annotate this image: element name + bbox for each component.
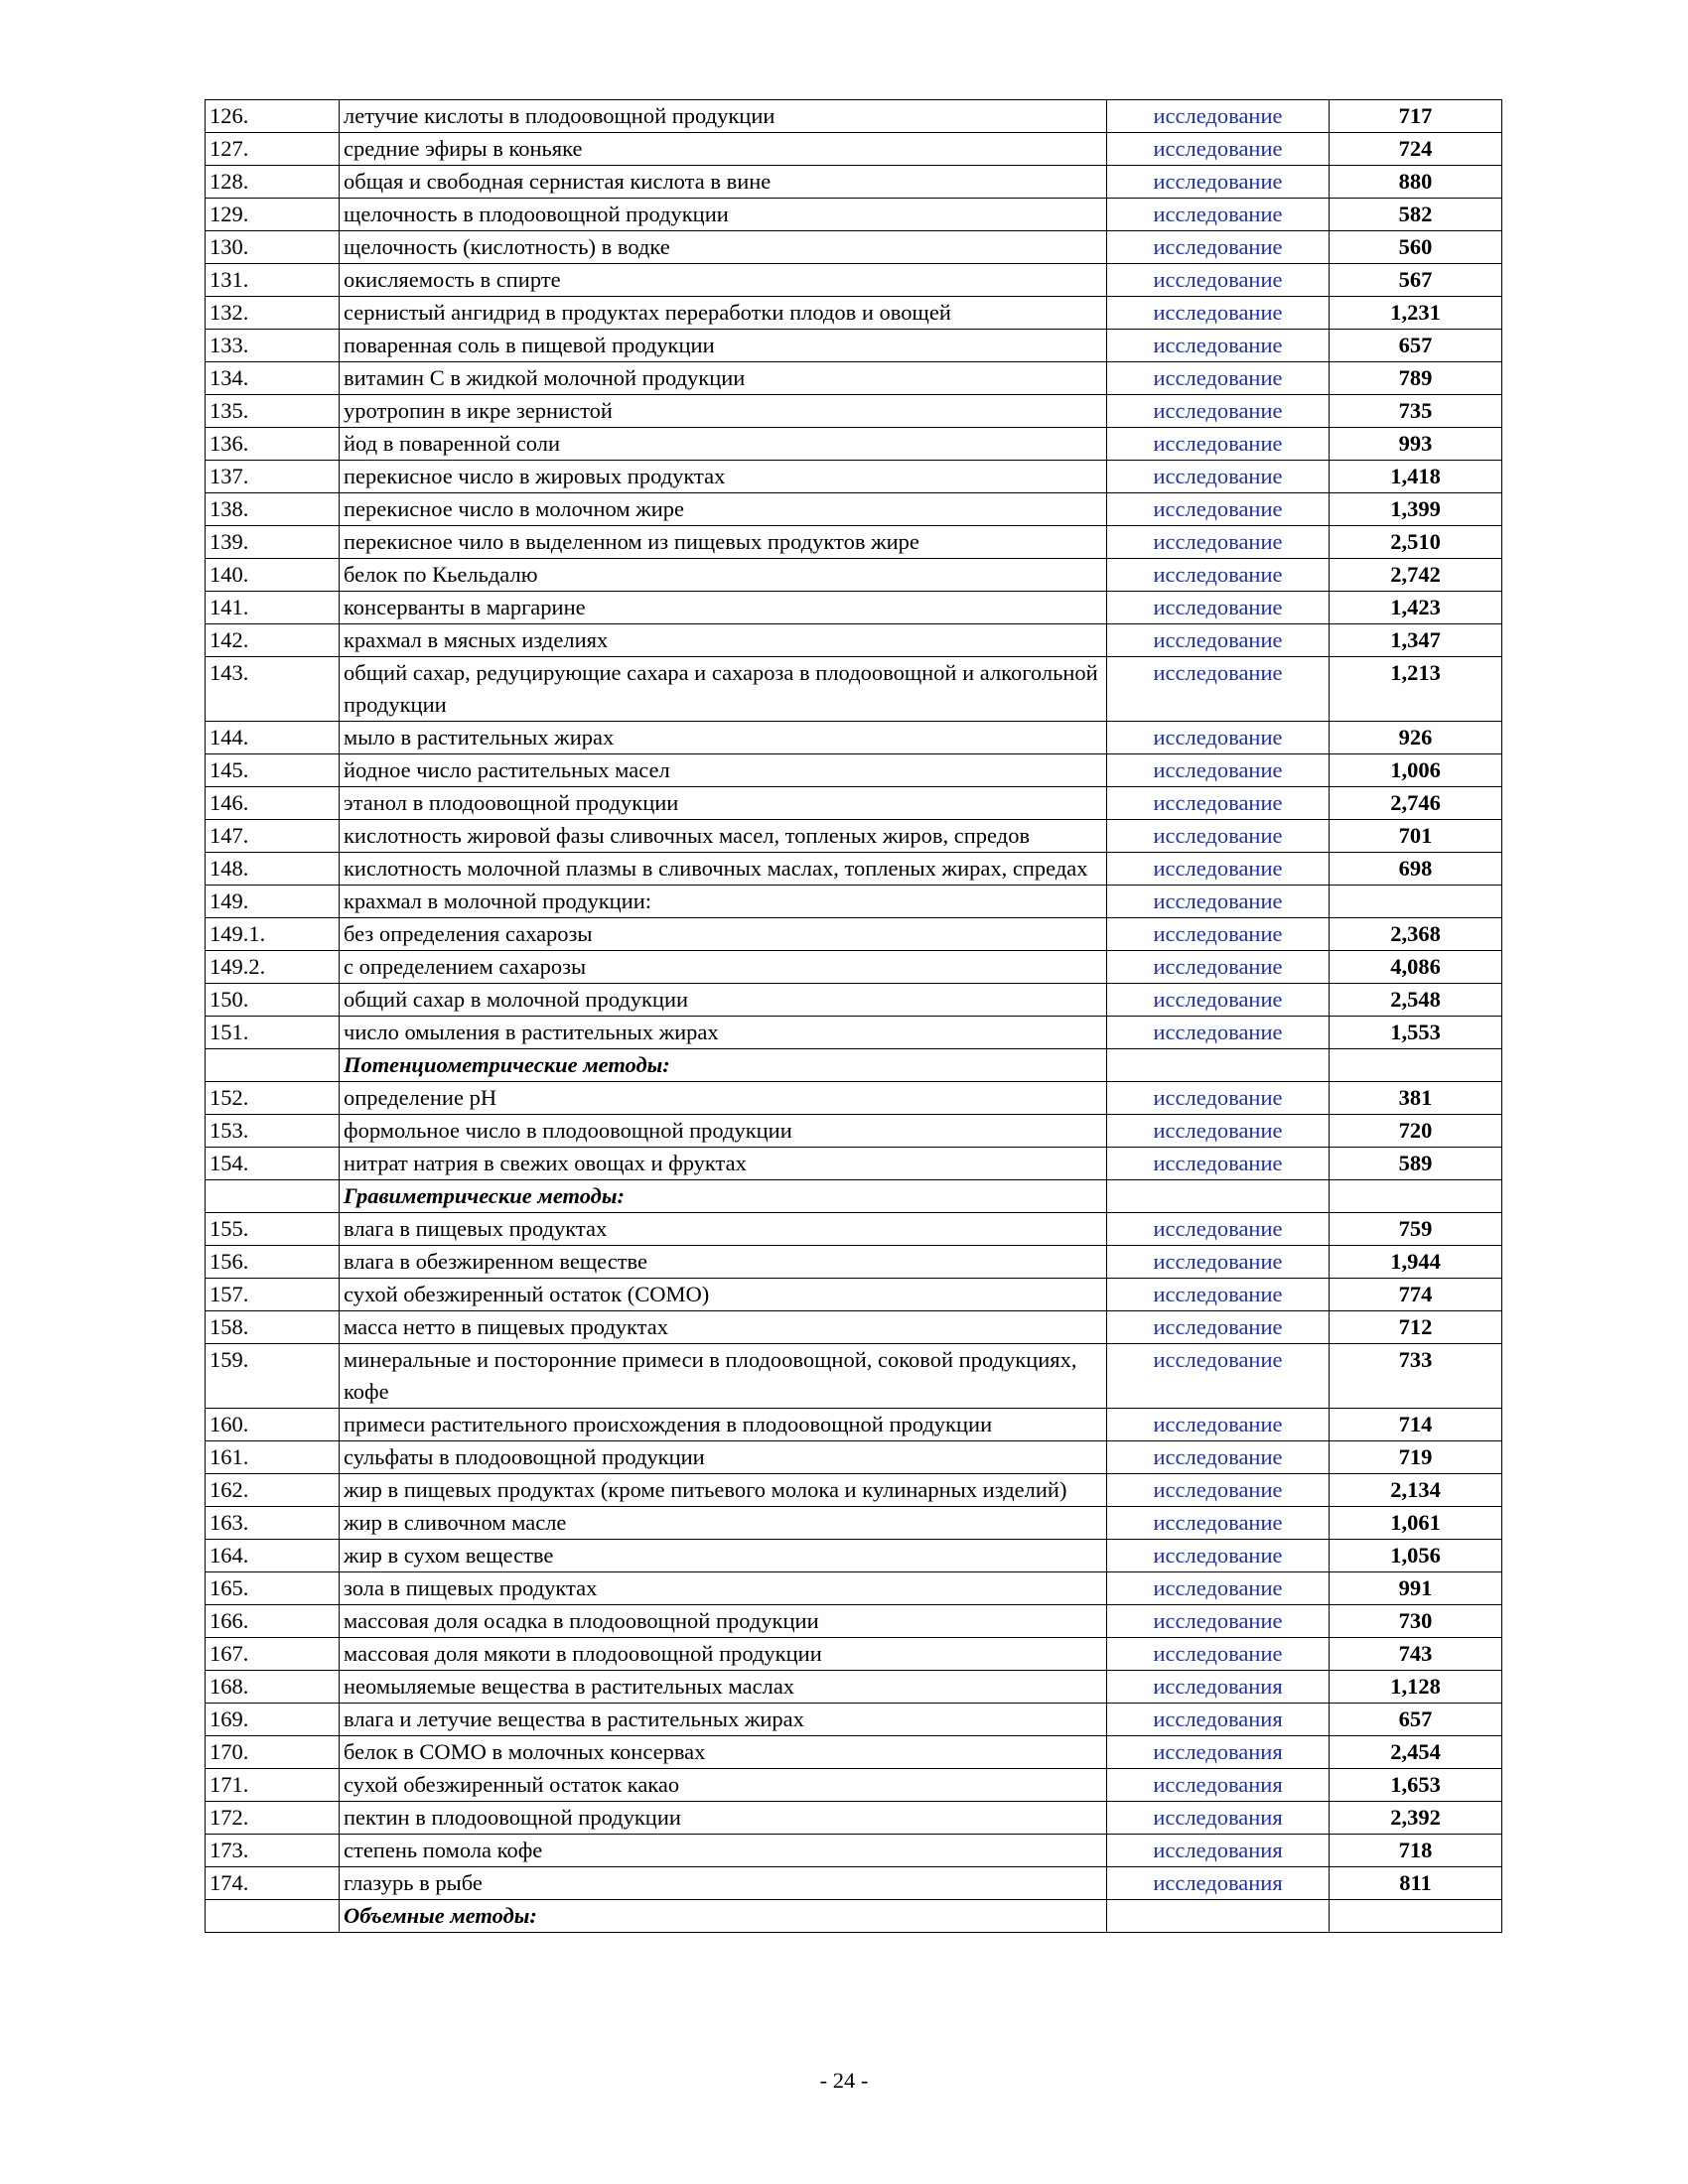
table-row bbox=[206, 461, 1502, 493]
service-name: жир в сливочном масле bbox=[340, 1507, 1107, 1540]
service-name: формольное число в плодоовощной продукции bbox=[340, 1115, 1107, 1148]
table-row bbox=[206, 657, 1502, 722]
unit-label: исследование bbox=[1107, 820, 1330, 853]
service-name: массовая доля мякоти в плодоовощной продукции bbox=[340, 1638, 1107, 1671]
table-row bbox=[206, 1082, 1502, 1115]
row-number: 143. bbox=[206, 657, 340, 722]
table-row bbox=[206, 133, 1502, 166]
service-name: общая и свободная сернистая кислота в вине bbox=[340, 166, 1107, 199]
service-name: жир в сухом веществе bbox=[340, 1540, 1107, 1572]
price-value: 2,134 bbox=[1330, 1474, 1502, 1507]
service-name: крахмал в молочной продукции: bbox=[340, 886, 1107, 918]
row-number bbox=[206, 1049, 340, 1082]
table-row bbox=[206, 297, 1502, 330]
price-value: 2,548 bbox=[1330, 984, 1502, 1017]
table-row bbox=[206, 1507, 1502, 1540]
price-value: 698 bbox=[1330, 853, 1502, 886]
row-number: 170. bbox=[206, 1736, 340, 1769]
unit-label bbox=[1107, 1900, 1330, 1933]
service-name: белок в СОМО в молочных консервах bbox=[340, 1736, 1107, 1769]
service-name: глазурь в рыбе bbox=[340, 1867, 1107, 1900]
price-value: 1,418 bbox=[1330, 461, 1502, 493]
row-number: 128. bbox=[206, 166, 340, 199]
price-value: 789 bbox=[1330, 362, 1502, 395]
unit-label: исследование bbox=[1107, 592, 1330, 624]
table-row bbox=[206, 1704, 1502, 1736]
service-name: зола в пищевых продуктах bbox=[340, 1572, 1107, 1605]
row-number: 160. bbox=[206, 1409, 340, 1441]
table-row bbox=[206, 199, 1502, 231]
unit-label: исследование bbox=[1107, 1246, 1330, 1279]
price-value: 724 bbox=[1330, 133, 1502, 166]
table-row bbox=[206, 1213, 1502, 1246]
unit-label: исследование bbox=[1107, 787, 1330, 820]
row-number: 149.2. bbox=[206, 951, 340, 984]
service-name: без определения сахарозы bbox=[340, 918, 1107, 951]
table-row bbox=[206, 820, 1502, 853]
table-row bbox=[206, 1802, 1502, 1835]
section-header-row bbox=[206, 1049, 1502, 1082]
price-value: 2,392 bbox=[1330, 1802, 1502, 1835]
unit-label: исследование bbox=[1107, 1638, 1330, 1671]
price-value: 1,056 bbox=[1330, 1540, 1502, 1572]
service-name: число омыления в растительных жирах bbox=[340, 1017, 1107, 1049]
price-value: 1,423 bbox=[1330, 592, 1502, 624]
price-value: 1,128 bbox=[1330, 1671, 1502, 1704]
row-number: 167. bbox=[206, 1638, 340, 1671]
unit-label: исследование bbox=[1107, 231, 1330, 264]
service-name: массовая доля осадка в плодоовощной продукции bbox=[340, 1605, 1107, 1638]
unit-label: исследование bbox=[1107, 395, 1330, 428]
service-name: витамин С в жидкой молочной продукции bbox=[340, 362, 1107, 395]
row-number: 172. bbox=[206, 1802, 340, 1835]
table-row bbox=[206, 918, 1502, 951]
service-name: общий сахар в молочной продукции bbox=[340, 984, 1107, 1017]
price-value: 657 bbox=[1330, 1704, 1502, 1736]
row-number: 140. bbox=[206, 559, 340, 592]
unit-label: исследование bbox=[1107, 1540, 1330, 1572]
table-row bbox=[206, 787, 1502, 820]
unit-label: исследования bbox=[1107, 1867, 1330, 1900]
row-number: 155. bbox=[206, 1213, 340, 1246]
unit-label: исследование bbox=[1107, 754, 1330, 787]
table-row bbox=[206, 1671, 1502, 1704]
service-name: жир в пищевых продуктах (кроме питьевого молока и кулинарных изделий) bbox=[340, 1474, 1107, 1507]
row-number: 147. bbox=[206, 820, 340, 853]
service-name: пектин в плодоовощной продукции bbox=[340, 1802, 1107, 1835]
price-value: 991 bbox=[1330, 1572, 1502, 1605]
price-value bbox=[1330, 1900, 1502, 1933]
table-row bbox=[206, 1409, 1502, 1441]
price-value: 720 bbox=[1330, 1115, 1502, 1148]
unit-label: исследование bbox=[1107, 722, 1330, 754]
table-row bbox=[206, 1605, 1502, 1638]
unit-label: исследование bbox=[1107, 1605, 1330, 1638]
unit-label: исследование bbox=[1107, 984, 1330, 1017]
service-name: сульфаты в плодоовощной продукции bbox=[340, 1441, 1107, 1474]
service-name: нитрат натрия в свежих овощах и фруктах bbox=[340, 1148, 1107, 1180]
service-name: йод в поваренной соли bbox=[340, 428, 1107, 461]
unit-label: исследование bbox=[1107, 1279, 1330, 1311]
service-name: щелочность (кислотность) в водке bbox=[340, 231, 1107, 264]
price-value: 1,061 bbox=[1330, 1507, 1502, 1540]
unit-label: исследование bbox=[1107, 264, 1330, 297]
price-value: 1,653 bbox=[1330, 1769, 1502, 1802]
unit-label: исследования bbox=[1107, 1769, 1330, 1802]
section-header-row bbox=[206, 1900, 1502, 1933]
price-value bbox=[1330, 1049, 1502, 1082]
unit-label: исследование bbox=[1107, 624, 1330, 657]
row-number: 132. bbox=[206, 297, 340, 330]
price-value: 1,231 bbox=[1330, 297, 1502, 330]
row-number: 148. bbox=[206, 853, 340, 886]
table-row bbox=[206, 526, 1502, 559]
price-value: 719 bbox=[1330, 1441, 1502, 1474]
table-row bbox=[206, 886, 1502, 918]
price-value: 657 bbox=[1330, 330, 1502, 362]
unit-label: исследование bbox=[1107, 1507, 1330, 1540]
price-value: 774 bbox=[1330, 1279, 1502, 1311]
row-number: 173. bbox=[206, 1835, 340, 1867]
row-number: 145. bbox=[206, 754, 340, 787]
price-value: 2,746 bbox=[1330, 787, 1502, 820]
row-number: 174. bbox=[206, 1867, 340, 1900]
service-name: крахмал в мясных изделиях bbox=[340, 624, 1107, 657]
service-name: уротропин в икре зернистой bbox=[340, 395, 1107, 428]
price-value: 735 bbox=[1330, 395, 1502, 428]
price-table-body bbox=[206, 100, 1502, 1933]
row-number: 165. bbox=[206, 1572, 340, 1605]
price-value: 993 bbox=[1330, 428, 1502, 461]
price-value: 1,006 bbox=[1330, 754, 1502, 787]
unit-label: исследование bbox=[1107, 1344, 1330, 1409]
service-name: этанол в плодоовощной продукции bbox=[340, 787, 1107, 820]
unit-label: исследования bbox=[1107, 1835, 1330, 1867]
service-name: мыло в растительных жирах bbox=[340, 722, 1107, 754]
table-row bbox=[206, 1441, 1502, 1474]
table-row bbox=[206, 1835, 1502, 1867]
row-number: 139. bbox=[206, 526, 340, 559]
price-value: 714 bbox=[1330, 1409, 1502, 1441]
row-number: 168. bbox=[206, 1671, 340, 1704]
price-value: 926 bbox=[1330, 722, 1502, 754]
table-row bbox=[206, 264, 1502, 297]
table-row bbox=[206, 1311, 1502, 1344]
unit-label: исследование bbox=[1107, 1017, 1330, 1049]
table-row bbox=[206, 1017, 1502, 1049]
unit-label: исследование bbox=[1107, 526, 1330, 559]
service-name: окисляемость в спирте bbox=[340, 264, 1107, 297]
service-name: консерванты в маргарине bbox=[340, 592, 1107, 624]
row-number: 171. bbox=[206, 1769, 340, 1802]
price-value: 701 bbox=[1330, 820, 1502, 853]
service-name: неомыляемые вещества в растительных маслах bbox=[340, 1671, 1107, 1704]
page-number: - 24 - bbox=[819, 2068, 869, 2093]
price-value: 2,510 bbox=[1330, 526, 1502, 559]
service-name: кислотность жировой фазы сливочных масел, топленых жиров, спредов bbox=[340, 820, 1107, 853]
service-name: определение рН bbox=[340, 1082, 1107, 1115]
unit-label bbox=[1107, 1049, 1330, 1082]
table-row bbox=[206, 1572, 1502, 1605]
unit-label: исследование bbox=[1107, 853, 1330, 886]
unit-label: исследование bbox=[1107, 461, 1330, 493]
price-value: 743 bbox=[1330, 1638, 1502, 1671]
unit-label: исследования bbox=[1107, 1736, 1330, 1769]
row-number: 144. bbox=[206, 722, 340, 754]
row-number: 146. bbox=[206, 787, 340, 820]
unit-label: исследования bbox=[1107, 1671, 1330, 1704]
price-value: 1,944 bbox=[1330, 1246, 1502, 1279]
table-row bbox=[206, 362, 1502, 395]
price-value: 589 bbox=[1330, 1148, 1502, 1180]
unit-label: исследование bbox=[1107, 133, 1330, 166]
price-value: 717 bbox=[1330, 100, 1502, 133]
table-row bbox=[206, 1867, 1502, 1900]
unit-label: исследование bbox=[1107, 1441, 1330, 1474]
row-number: 154. bbox=[206, 1148, 340, 1180]
price-table bbox=[205, 99, 1502, 1933]
row-number: 141. bbox=[206, 592, 340, 624]
service-name: белок по Кьельдалю bbox=[340, 559, 1107, 592]
unit-label: исследование bbox=[1107, 330, 1330, 362]
row-number: 153. bbox=[206, 1115, 340, 1148]
price-value: 1,553 bbox=[1330, 1017, 1502, 1049]
row-number: 158. bbox=[206, 1311, 340, 1344]
row-number: 161. bbox=[206, 1441, 340, 1474]
unit-label: исследование bbox=[1107, 1148, 1330, 1180]
row-number: 131. bbox=[206, 264, 340, 297]
row-number: 156. bbox=[206, 1246, 340, 1279]
service-name: сернистый ангидрид в продуктах переработки плодов и овощей bbox=[340, 297, 1107, 330]
row-number: 127. bbox=[206, 133, 340, 166]
row-number: 126. bbox=[206, 100, 340, 133]
service-name: примеси растительного происхождения в плодоовощной продукции bbox=[340, 1409, 1107, 1441]
unit-label: исследование bbox=[1107, 1409, 1330, 1441]
table-row bbox=[206, 166, 1502, 199]
section-title: Гравиметрические методы: bbox=[340, 1180, 1107, 1213]
service-name: минеральные и посторонние примеси в плодоовощной, соковой продукциях, кофе bbox=[340, 1344, 1107, 1409]
price-value: 4,086 bbox=[1330, 951, 1502, 984]
row-number: 135. bbox=[206, 395, 340, 428]
table-row bbox=[206, 1769, 1502, 1802]
table-row bbox=[206, 1148, 1502, 1180]
unit-label: исследование bbox=[1107, 1311, 1330, 1344]
unit-label: исследование bbox=[1107, 1572, 1330, 1605]
price-value: 2,742 bbox=[1330, 559, 1502, 592]
service-name: сухой обезжиренный остаток (СОМО) bbox=[340, 1279, 1107, 1311]
price-value bbox=[1330, 886, 1502, 918]
unit-label: исследования bbox=[1107, 1802, 1330, 1835]
unit-label: исследование bbox=[1107, 100, 1330, 133]
row-number: 150. bbox=[206, 984, 340, 1017]
unit-label bbox=[1107, 1180, 1330, 1213]
row-number: 134. bbox=[206, 362, 340, 395]
price-value: 712 bbox=[1330, 1311, 1502, 1344]
table-row bbox=[206, 1736, 1502, 1769]
table-row bbox=[206, 1638, 1502, 1671]
row-number bbox=[206, 1180, 340, 1213]
price-value: 2,368 bbox=[1330, 918, 1502, 951]
service-name: перекисное число в молочном жире bbox=[340, 493, 1107, 526]
row-number: 130. bbox=[206, 231, 340, 264]
price-value: 1,347 bbox=[1330, 624, 1502, 657]
price-value bbox=[1330, 1180, 1502, 1213]
service-name: влага и летучие вещества в растительных жирах bbox=[340, 1704, 1107, 1736]
section-header-row bbox=[206, 1180, 1502, 1213]
table-row bbox=[206, 951, 1502, 984]
table-row bbox=[206, 592, 1502, 624]
row-number: 133. bbox=[206, 330, 340, 362]
table-row bbox=[206, 1279, 1502, 1311]
unit-label: исследование bbox=[1107, 297, 1330, 330]
service-name: йодное число растительных масел bbox=[340, 754, 1107, 787]
row-number: 152. bbox=[206, 1082, 340, 1115]
service-name: влага в пищевых продуктах bbox=[340, 1213, 1107, 1246]
unit-label: исследование bbox=[1107, 1213, 1330, 1246]
unit-label: исследование bbox=[1107, 657, 1330, 722]
price-value: 733 bbox=[1330, 1344, 1502, 1409]
table-row bbox=[206, 984, 1502, 1017]
price-value: 1,399 bbox=[1330, 493, 1502, 526]
service-name: кислотность молочной плазмы в сливочных маслах, топленых жирах, спредах bbox=[340, 853, 1107, 886]
section-title: Потенциометрические методы: bbox=[340, 1049, 1107, 1082]
price-value: 582 bbox=[1330, 199, 1502, 231]
unit-label: исследование bbox=[1107, 362, 1330, 395]
row-number: 149.1. bbox=[206, 918, 340, 951]
table-row bbox=[206, 231, 1502, 264]
unit-label: исследование bbox=[1107, 918, 1330, 951]
row-number: 151. bbox=[206, 1017, 340, 1049]
service-name: средние эфиры в коньяке bbox=[340, 133, 1107, 166]
service-name: поваренная соль в пищевой продукции bbox=[340, 330, 1107, 362]
price-value: 718 bbox=[1330, 1835, 1502, 1867]
row-number: 137. bbox=[206, 461, 340, 493]
service-name: влага в обезжиренном веществе bbox=[340, 1246, 1107, 1279]
table-row bbox=[206, 100, 1502, 133]
service-name: с определением сахарозы bbox=[340, 951, 1107, 984]
unit-label: исследование bbox=[1107, 166, 1330, 199]
unit-label: исследование bbox=[1107, 1474, 1330, 1507]
service-name: летучие кислоты в плодоовощной продукции bbox=[340, 100, 1107, 133]
table-row bbox=[206, 1344, 1502, 1409]
row-number: 166. bbox=[206, 1605, 340, 1638]
table-row bbox=[206, 853, 1502, 886]
service-name: перекисное чило в выделенном из пищевых продуктов жире bbox=[340, 526, 1107, 559]
table-row bbox=[206, 754, 1502, 787]
service-name: щелочность в плодоовощной продукции bbox=[340, 199, 1107, 231]
row-number bbox=[206, 1900, 340, 1933]
row-number: 149. bbox=[206, 886, 340, 918]
unit-label: исследование bbox=[1107, 199, 1330, 231]
unit-label: исследование bbox=[1107, 1115, 1330, 1148]
row-number: 136. bbox=[206, 428, 340, 461]
row-number: 164. bbox=[206, 1540, 340, 1572]
table-row bbox=[206, 559, 1502, 592]
service-name: сухой обезжиренный остаток какао bbox=[340, 1769, 1107, 1802]
table-row bbox=[206, 1246, 1502, 1279]
row-number: 163. bbox=[206, 1507, 340, 1540]
section-title: Объемные методы: bbox=[340, 1900, 1107, 1933]
service-name: общий сахар, редуцирующие сахара и сахароза в плодоовощной и алкогольной продукции bbox=[340, 657, 1107, 722]
service-name: масса нетто в пищевых продуктах bbox=[340, 1311, 1107, 1344]
table-row bbox=[206, 428, 1502, 461]
table-row bbox=[206, 1474, 1502, 1507]
price-value: 567 bbox=[1330, 264, 1502, 297]
table-row bbox=[206, 722, 1502, 754]
row-number: 129. bbox=[206, 199, 340, 231]
price-value: 2,454 bbox=[1330, 1736, 1502, 1769]
unit-label: исследование bbox=[1107, 886, 1330, 918]
price-value: 811 bbox=[1330, 1867, 1502, 1900]
unit-label: исследования bbox=[1107, 1704, 1330, 1736]
table-row bbox=[206, 1115, 1502, 1148]
price-value: 880 bbox=[1330, 166, 1502, 199]
table-row bbox=[206, 493, 1502, 526]
unit-label: исследование bbox=[1107, 1082, 1330, 1115]
row-number: 142. bbox=[206, 624, 340, 657]
unit-label: исследование bbox=[1107, 951, 1330, 984]
price-value: 759 bbox=[1330, 1213, 1502, 1246]
table-row bbox=[206, 1540, 1502, 1572]
unit-label: исследование bbox=[1107, 428, 1330, 461]
service-name: степень помола кофе bbox=[340, 1835, 1107, 1867]
row-number: 159. bbox=[206, 1344, 340, 1409]
price-value: 381 bbox=[1330, 1082, 1502, 1115]
table-row bbox=[206, 330, 1502, 362]
price-value: 560 bbox=[1330, 231, 1502, 264]
price-value: 730 bbox=[1330, 1605, 1502, 1638]
row-number: 169. bbox=[206, 1704, 340, 1736]
service-name: перекисное число в жировых продуктах bbox=[340, 461, 1107, 493]
row-number: 138. bbox=[206, 493, 340, 526]
unit-label: исследование bbox=[1107, 559, 1330, 592]
unit-label: исследование bbox=[1107, 493, 1330, 526]
row-number: 157. bbox=[206, 1279, 340, 1311]
table-row bbox=[206, 624, 1502, 657]
price-value: 1,213 bbox=[1330, 657, 1502, 722]
table-row bbox=[206, 395, 1502, 428]
row-number: 162. bbox=[206, 1474, 340, 1507]
